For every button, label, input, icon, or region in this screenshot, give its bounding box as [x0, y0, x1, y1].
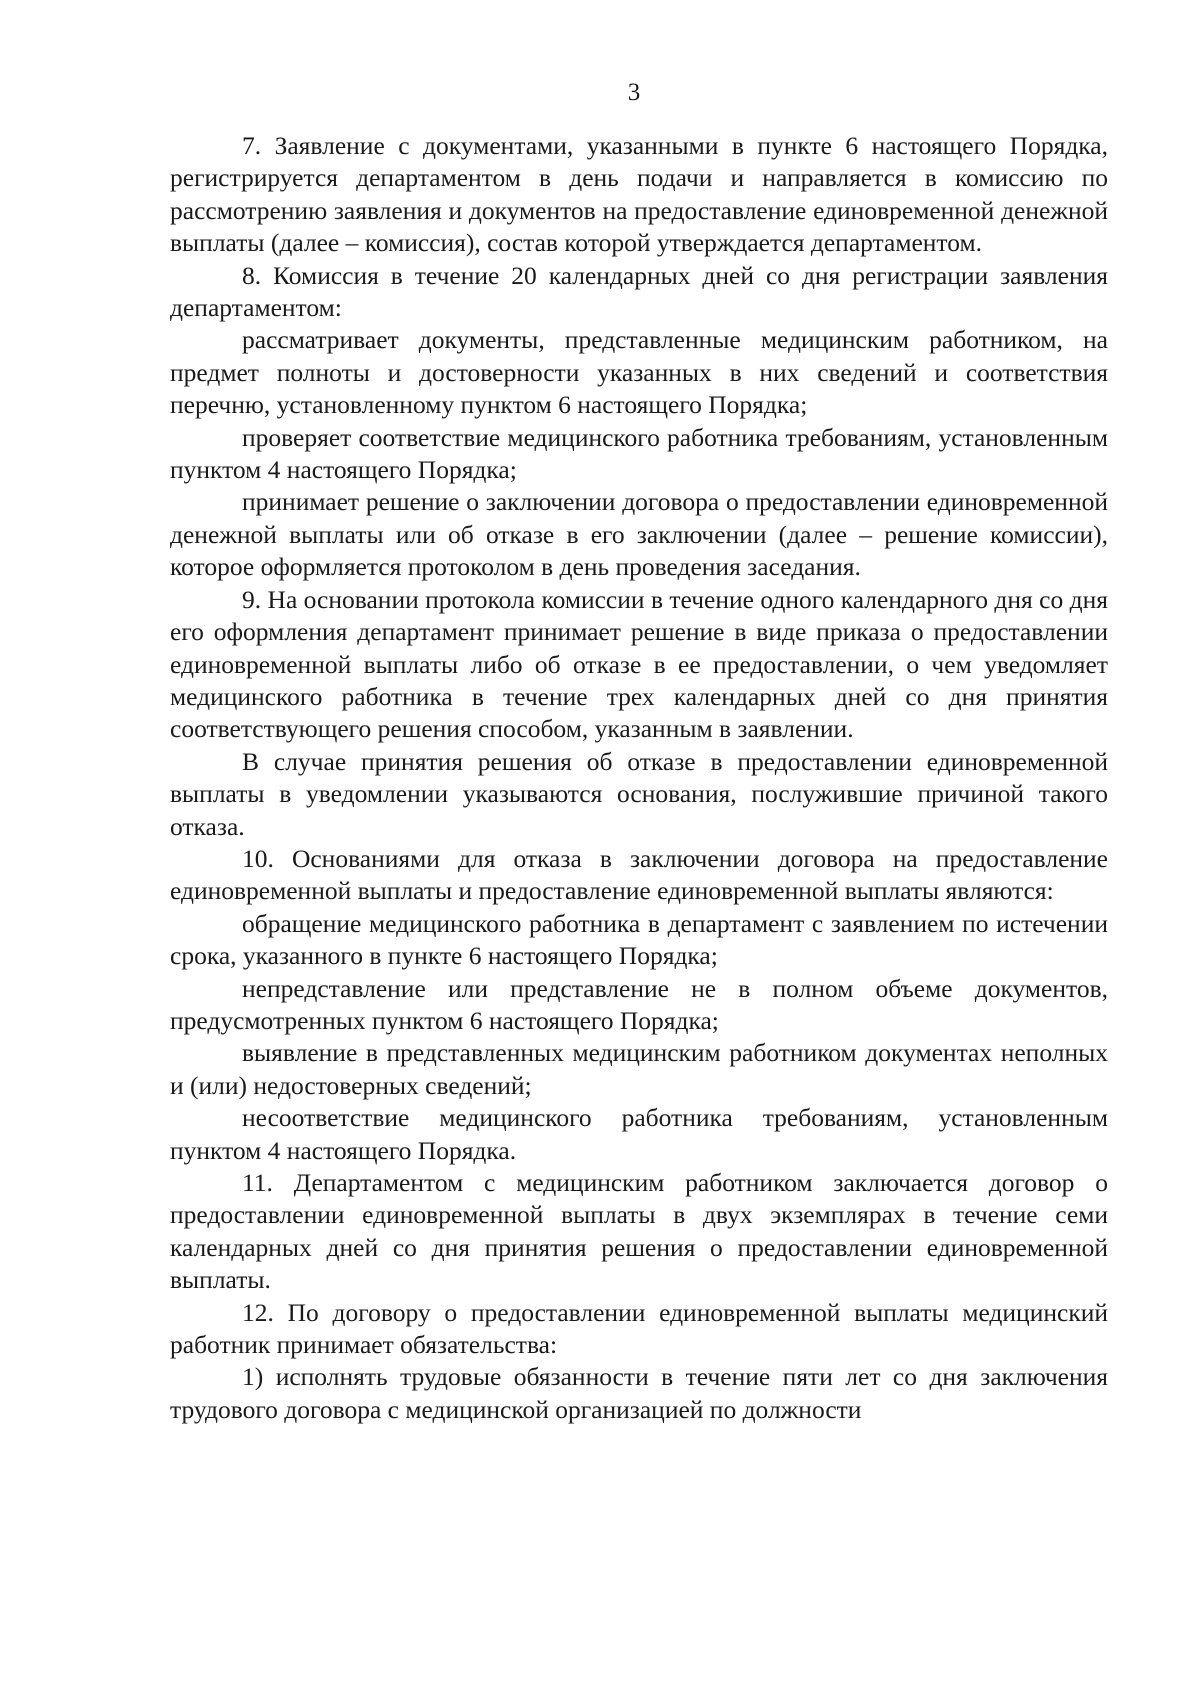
page-number: 3 [627, 79, 641, 106]
refusal-ground-requirements-mismatch: несоответствие медицинского работника требованиям, установленным пунктом 4 настоящего Порядка. [170, 1103, 1108, 1165]
paragraph-12-obligations: 12. По договору о предоставлении единовременной выплаты медицинский работник принимает обязательства: [170, 1297, 1108, 1360]
commission-duty-check-requirements: проверяет соответствие медицинского работника требованиям, установленным пунктом 4 настоящего Порядка; [170, 422, 1108, 485]
paragraph-9-department-order: 9. На основании протокола комиссии в течение одного календарного дня со дня его оформления департамент принимает решение в виде приказа о предоставлении единовременной выплаты либо об отказе в ее предоставлении, о чем уведомляет медицинского работника в течение трех календарных дней со дня принятия соответствующего решения способом, указанным в заявлении. [170, 584, 1108, 744]
commission-duty-decision: принимает решение о заключении договора о предоставлении единовременной денежной выплаты или об отказе в его заключении (далее – решение комиссии), которое оформляется протоколом в день проведения заседания. [170, 487, 1108, 582]
refusal-ground-late-application: обращение медицинского работника в департамент с заявлением по истечении срока, указанного в пункте 6 настоящего Порядка; [170, 908, 1108, 971]
refusal-ground-unreliable-information: выявление в представленных медицинским работником документах неполных и (или) недостоверных сведений; [170, 1038, 1108, 1100]
paragraph-11-contract-conclusion: 11. Департаментом с медицинским работником заключается договор о предоставлении единовременной выплаты в двух экземплярах в течение семи календарных дней со дня принятия решения о предоставлении единовременной выплаты. [170, 1168, 1108, 1295]
obligation-1-work-five-years: 1) исполнять трудовые обязанности в течение пяти лет со дня заключения трудового договора с медицинской организацией по должности [170, 1362, 1108, 1424]
paragraph-7-application-registration: 7. Заявление с документами, указанными в пункте 6 настоящего Порядка, регистрируется департаментом в день подачи и направляется в комиссию по рассмотрению заявления и документов на предоставление единовременной денежной выплаты (далее – комиссия), состав которой утверждается департаментом. [170, 131, 1108, 258]
refusal-notification-paragraph: В случае принятия решения об отказе в предоставлении единовременной выплаты в уведомлении указываются основания, послужившие причиной такого отказа. [170, 746, 1108, 841]
refusal-ground-incomplete-documents: непредставление или представление не в полном объеме документов, предусмотренных пунктом 6 настоящего Порядка; [170, 973, 1108, 1035]
document-body [170, 130, 1108, 1426]
commission-duty-review-documents: рассматривает документы, представленные медицинским работником, на предмет полноты и достоверности указанных в них сведений и соответствия перечню, установленному пунктом 6 настоящего Порядка; [170, 325, 1108, 420]
paragraph-10-refusal-grounds: 10. Основаниями для отказа в заключении договора на предоставление единовременной выплаты и предоставление единовременной выплаты являются: [170, 843, 1108, 906]
paragraph-8-commission-duties: 8. Комиссия в течение 20 календарных дней со дня регистрации заявления департаментом: [170, 260, 1108, 323]
